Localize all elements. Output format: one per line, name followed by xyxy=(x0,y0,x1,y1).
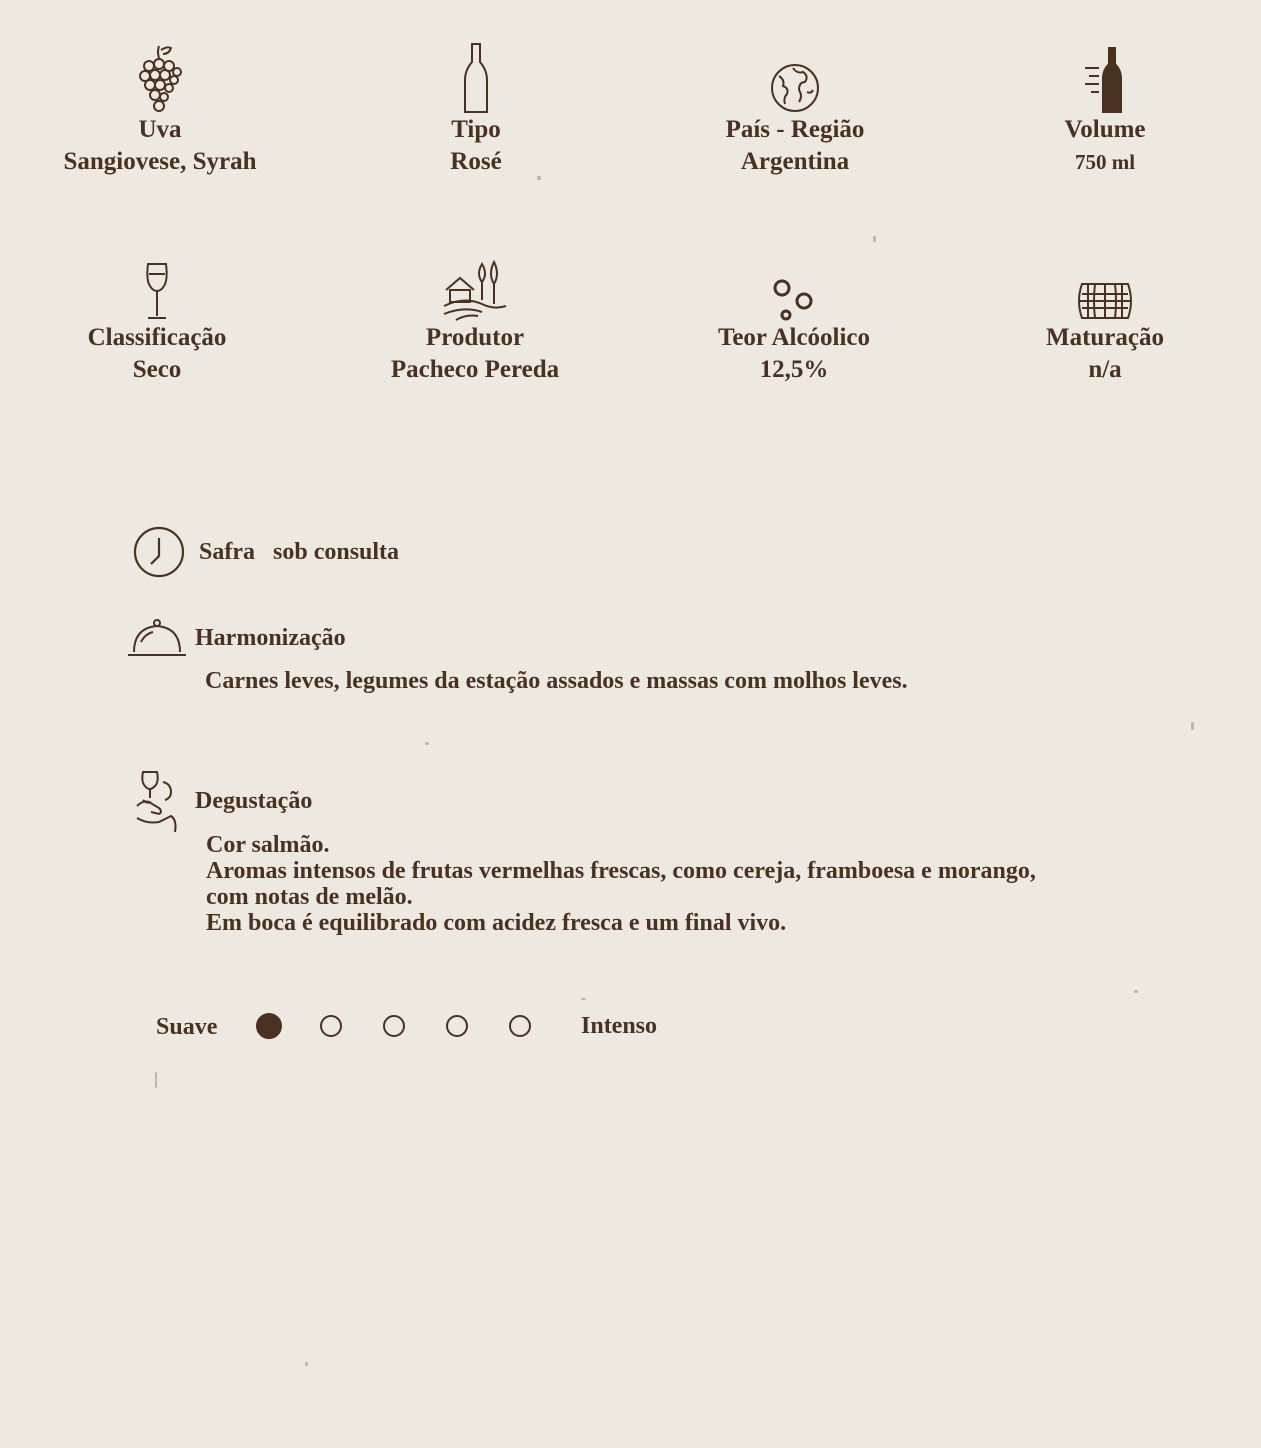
harmonizacao-title: Harmonização xyxy=(195,624,346,651)
spec-label: Maturação xyxy=(1045,324,1165,351)
spec-alcohol xyxy=(664,246,924,386)
intensity-dot-4 xyxy=(446,1015,468,1037)
spec-type xyxy=(346,38,606,178)
intensity-dot-5 xyxy=(509,1015,531,1037)
spec-country xyxy=(665,38,925,178)
spec-volume xyxy=(975,38,1235,178)
degustacao-line: Cor salmão. xyxy=(206,832,330,858)
spec-value: Argentina xyxy=(740,148,850,175)
safra-value: sob consulta xyxy=(273,538,400,565)
spec-maturation xyxy=(975,246,1235,386)
harmonizacao-text xyxy=(205,668,908,694)
paper-speck xyxy=(1134,990,1138,993)
cloche-icon xyxy=(127,618,187,658)
bottle-volume-icon xyxy=(975,38,1235,114)
safra-row xyxy=(133,526,399,578)
spec-label: Classificação xyxy=(87,324,227,351)
safra-label: Safra xyxy=(199,538,255,565)
degustacao-header xyxy=(133,768,312,834)
spec-value: Rosé xyxy=(450,148,502,175)
degustacao-title: Degustação xyxy=(195,787,313,814)
spec-label: País - Região xyxy=(725,116,865,143)
degustacao-line: com notas de melão. xyxy=(206,884,413,910)
spec-grape xyxy=(30,38,290,178)
spec-producer xyxy=(345,246,605,386)
spec-value: n/a xyxy=(1088,356,1122,383)
spec-value: Sangiovese, Syrah xyxy=(63,148,257,175)
degustacao-line: Em boca é equilibrado com acidez fresca e um final vivo. xyxy=(206,910,787,936)
bubbles-icon xyxy=(664,246,924,322)
spec-label: Uva xyxy=(138,116,182,143)
grape-icon xyxy=(30,38,290,114)
degustacao-text xyxy=(206,832,1036,936)
spec-value: 750 ml xyxy=(1074,150,1136,174)
intensity-dot-3 xyxy=(383,1015,405,1037)
harmonizacao-header xyxy=(127,618,346,658)
spec-classification xyxy=(27,246,287,386)
spec-label: Produtor xyxy=(425,324,525,351)
paper-speck xyxy=(873,236,876,242)
bottle-icon xyxy=(346,38,606,114)
tasting-icon xyxy=(133,768,181,834)
clock-icon xyxy=(133,526,185,578)
intensity-dot-1 xyxy=(256,1013,282,1039)
spec-label: Teor Alcóolico xyxy=(717,324,871,351)
intensity-dot-2 xyxy=(320,1015,342,1037)
globe-icon xyxy=(665,38,925,114)
degustacao-line: Aromas intensos de frutas vermelhas frescas, como cereja, framboesa e morango, xyxy=(206,858,1036,884)
wine-glass-icon xyxy=(27,246,287,322)
winery-icon xyxy=(345,246,605,322)
spec-label: Tipo xyxy=(451,116,501,143)
barrel-icon xyxy=(975,246,1235,322)
intensity-max-label: Intenso xyxy=(581,1013,658,1039)
paper-speck xyxy=(1191,722,1194,730)
spec-label: Volume xyxy=(1064,116,1146,143)
paper-speck xyxy=(155,1072,157,1088)
harmonizacao-line: Carnes leves, legumes da estação assados e massas com molhos leves. xyxy=(205,668,908,694)
paper-speck xyxy=(305,1362,308,1366)
spec-value: 12,5% xyxy=(759,356,829,383)
spec-value: Seco xyxy=(132,356,182,383)
paper-speck xyxy=(581,998,586,1000)
spec-value: Pacheco Pereda xyxy=(390,356,560,383)
intensity-min-label: Suave xyxy=(156,1014,218,1040)
paper-speck xyxy=(425,742,429,745)
